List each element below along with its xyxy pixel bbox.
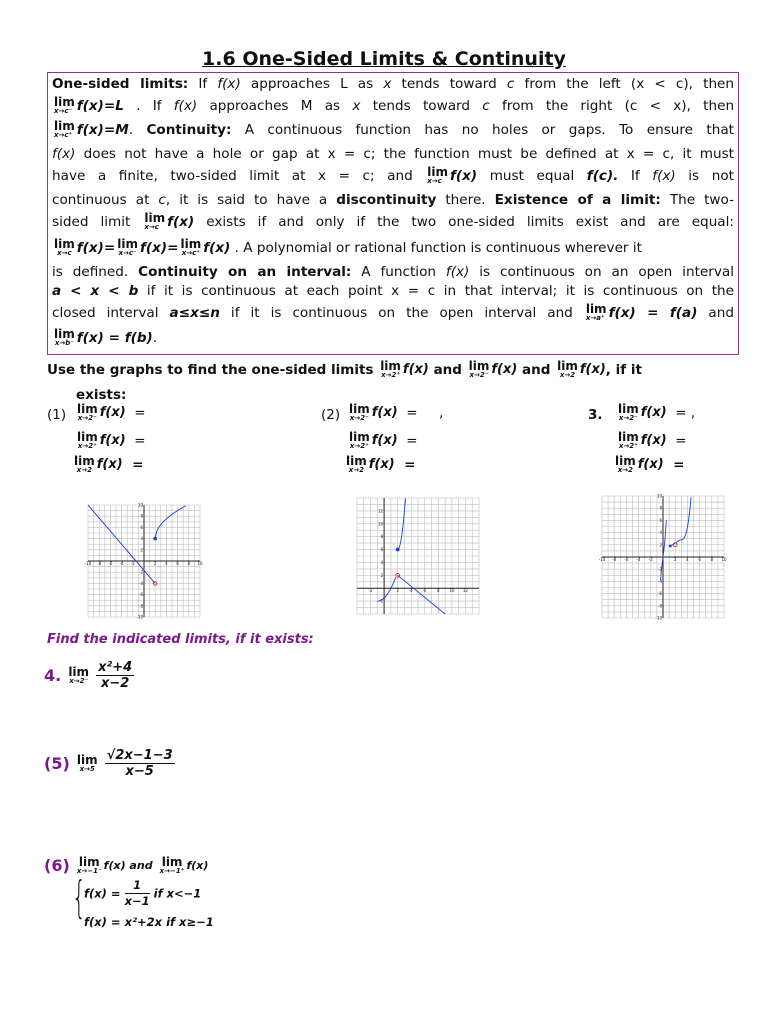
tick-label: -4 [119, 561, 124, 566]
closed-point [396, 548, 400, 552]
tick-label: 4 [686, 557, 689, 562]
tick-label: 2 [140, 547, 143, 553]
tick-label: 6 [659, 517, 662, 523]
tick-label: -2 [139, 569, 143, 575]
tick-label: -2 [379, 598, 384, 604]
tick-label: 8 [437, 588, 440, 594]
problem-3-row: lim x→2⁻ f(x) = , [618, 402, 696, 422]
box-line-4: f(x) does not have a hole or gap at x = c; the function must be defined at x = c, it must [52, 146, 734, 162]
instruction-continued: exists: [76, 387, 127, 403]
box-line-1: One-sided limits: If f(x) approaches L as x tends toward c from the left (x < c), then [52, 76, 735, 92]
tick-label: 2 [153, 561, 157, 566]
tick-label: 12 [378, 508, 384, 514]
tick-label: 10 [656, 493, 662, 499]
tick-label: -2 [130, 561, 135, 566]
limit-notation: lim x→2⁻ [468, 359, 490, 379]
closed-point [153, 537, 157, 541]
tick-label: 2 [396, 588, 399, 594]
label-existence: Existence of a limit: [494, 192, 661, 208]
problem-3-row: lim x→2 f(x) = [615, 454, 685, 474]
tick-label: 8 [380, 534, 384, 540]
tick-label: 10 [197, 561, 203, 566]
tick-label: 4 [409, 588, 413, 594]
tick-label: 8 [140, 513, 143, 519]
tick-label: -4 [139, 580, 143, 586]
limit-notation: lim x→2⁺ [380, 359, 401, 379]
tick-label: 10 [449, 588, 455, 594]
limit-notation: lim x→c⁻ [54, 95, 75, 115]
tick-label: 10 [378, 521, 384, 527]
tick-label: -4 [658, 578, 662, 584]
tick-label: 6 [698, 557, 701, 562]
problem-2-row: lim x→2 f(x) = [346, 454, 416, 474]
limit-notation: lim x→c [54, 237, 75, 257]
label-interval: Continuity on an interval: [138, 264, 352, 280]
limit-notation: lim x→2⁻ [349, 402, 370, 422]
instruction: Use the graphs to find the one-sided limits lim x→2⁺ f(x) and lim x→2⁻ f(x) and lim x→2 f(x), if it [47, 359, 642, 379]
tick-label: 4 [165, 561, 168, 566]
problem-6: (6) lim x→−1⁻ f(x) and lim x→−1⁺ f(x) [44, 854, 209, 875]
piecewise-case-1: f(x) = $\frac{1}{x-1}$ if x<−1 [84, 878, 202, 908]
limit-notation: lim x→2 [74, 454, 95, 474]
problem-2-row: lim x→2⁻ f(x) = , [349, 402, 444, 422]
tick-label: -6 [139, 592, 143, 598]
tick-label: 2 [673, 557, 677, 562]
closed-point [669, 545, 672, 548]
limit-notation: lim x→2⁺ [618, 430, 639, 450]
label-discontinuity: discontinuity [336, 192, 437, 208]
tick-label: -8 [612, 557, 617, 562]
box-line-11: closed interval a≤x≤n if it is continuous on the open interval and lim x→a⁺ f(x) = f(a) and [52, 302, 734, 322]
limit-notation: lim x→2 [557, 359, 578, 379]
limit-notation: lim x→2⁺ [349, 430, 370, 450]
grid [357, 498, 479, 614]
tick-label: 4 [140, 536, 143, 542]
problem-5-label: (5) [44, 754, 70, 773]
limit-notation: lim x→c⁺ [54, 119, 75, 139]
box-line-2: lim x→c⁻ f(x)=L . If f(x) approaches M as x tends toward c from the right (c < x), then [54, 95, 735, 115]
problem-3-row: lim x→2⁺ f(x) = [618, 430, 687, 450]
tick-label: -10 [598, 557, 606, 562]
limit-notation: lim x→2⁻ [77, 402, 98, 422]
tick-label: -8 [658, 603, 662, 609]
fraction: $\frac{√2x-1-3}{x-5}$ [106, 748, 173, 779]
tick-label: 4 [380, 559, 384, 565]
limit-notation: lim x→5 [76, 752, 98, 773]
limit-notation: lim x→b⁻ [54, 327, 75, 347]
problem-1-row: lim x→2⁻ f(x) = [77, 402, 146, 422]
tick-label: -8 [139, 603, 143, 609]
limit-notation: lim x→c [144, 211, 166, 231]
tick-label: -6 [108, 561, 113, 566]
tick-label: 6 [176, 561, 179, 566]
tick-label: -6 [624, 557, 629, 562]
tick-label: 8 [710, 557, 714, 562]
tick-label: 6 [423, 588, 427, 594]
limit-notation: lim x→2 [615, 454, 636, 474]
label-continuity: Continuity: [146, 122, 232, 138]
label-one-sided: One-sided limits: [52, 76, 189, 92]
problem-4-label: 4. [44, 666, 62, 685]
tick-label: -8 [97, 561, 102, 566]
limit-notation: lim x→−1⁻ [76, 854, 102, 875]
tick-label: 6 [380, 547, 384, 553]
limit-notation: lim x→2⁻ [68, 664, 90, 685]
problem-2-label: (2) [321, 407, 341, 423]
tick-label: -10 [655, 615, 662, 621]
curve-left [377, 578, 395, 601]
box-line-9: is defined. Continuity on an interval: A function f(x) is continuous on an open interval [52, 264, 735, 280]
box-line-3: lim x→c⁺ f(x)=M. Continuity: A continuous function has no holes or gaps. To ensure that [54, 119, 734, 139]
fraction: $\frac{\text{x²+4}}{x-2}$ [98, 660, 133, 691]
box-line-5: have a finite, two-sided limit at x = c; and lim x→c f(x) must equal f(c). If f(x) is not [52, 165, 734, 185]
piecewise-brace: { [72, 872, 86, 923]
problem-1-row: lim x→2 f(x) = [74, 454, 144, 474]
graph-1 [84, 503, 204, 621]
tick-label: 4 [659, 530, 662, 536]
tick-label: 10 [137, 502, 143, 508]
tick-label: -2 [368, 588, 373, 594]
find-heading: Find the indicated limits, if it exists: [47, 632, 314, 647]
tick-label: 2 [380, 572, 384, 578]
problem-1-label: (1) [47, 407, 67, 423]
page-title: 1.6 One-Sided Limits & Continuity [202, 48, 566, 70]
limit-notation: lim x→2⁻ [618, 402, 639, 422]
limit-notation: lim x→a⁺ [585, 302, 607, 322]
box-line-8: lim x→c f(x)= lim x→c⁻ f(x)= lim x→c⁺ f(x) . A polynomial or rational function is continuous wherever it [54, 237, 642, 257]
tick-label: -10 [136, 614, 143, 620]
tick-label: 10 [721, 557, 727, 562]
tick-label: 6 [140, 524, 143, 530]
graph-3 [600, 494, 728, 620]
tick-label: -2 [658, 566, 662, 572]
limit-notation: lim x→−1⁺ [159, 854, 185, 875]
tick-label: 8 [187, 561, 191, 566]
problem-1-row: lim x→2⁺ f(x) = [77, 430, 146, 450]
limit-notation: lim x→c⁻ [117, 237, 138, 257]
limit-notation: lim x→2 [346, 454, 367, 474]
box-line-7: sided limit lim x→c f(x) exists if and only if the two one-sided limits exist and are equal: [52, 211, 734, 231]
tick-label: -2 [648, 557, 653, 562]
problem-6-label: (6) [44, 856, 70, 875]
tick-label: 2 [659, 542, 662, 548]
problem-2-row: lim x→2⁺ f(x) = [349, 430, 418, 450]
limit-notation: lim x→2⁺ [77, 430, 98, 450]
problem-4 [44, 660, 134, 691]
tick-label: -6 [658, 591, 662, 597]
box-line-12: lim x→b⁻ f(x) = f(b). [54, 327, 158, 347]
graph-2 [355, 496, 482, 618]
piecewise-case-2: f(x) = x²+2x if x≥−1 [84, 915, 214, 929]
problem-5 [44, 748, 175, 779]
limit-notation: lim x→c⁺ [180, 237, 202, 257]
tick-label: 12 [462, 588, 468, 594]
tick-label: -10 [84, 561, 92, 566]
box-line-6: continuous at c, it is said to have a discontinuity there. Existence of a limit: The two- [52, 192, 735, 208]
box-line-10: a < x < b if it is continuous at each point x = c in that interval; it is continuous on the [52, 283, 734, 299]
limit-notation: lim x→c [427, 165, 449, 185]
problem-3-label: 3. [588, 407, 603, 423]
tick-label: -4 [636, 557, 641, 562]
tick-label: 8 [659, 505, 662, 511]
